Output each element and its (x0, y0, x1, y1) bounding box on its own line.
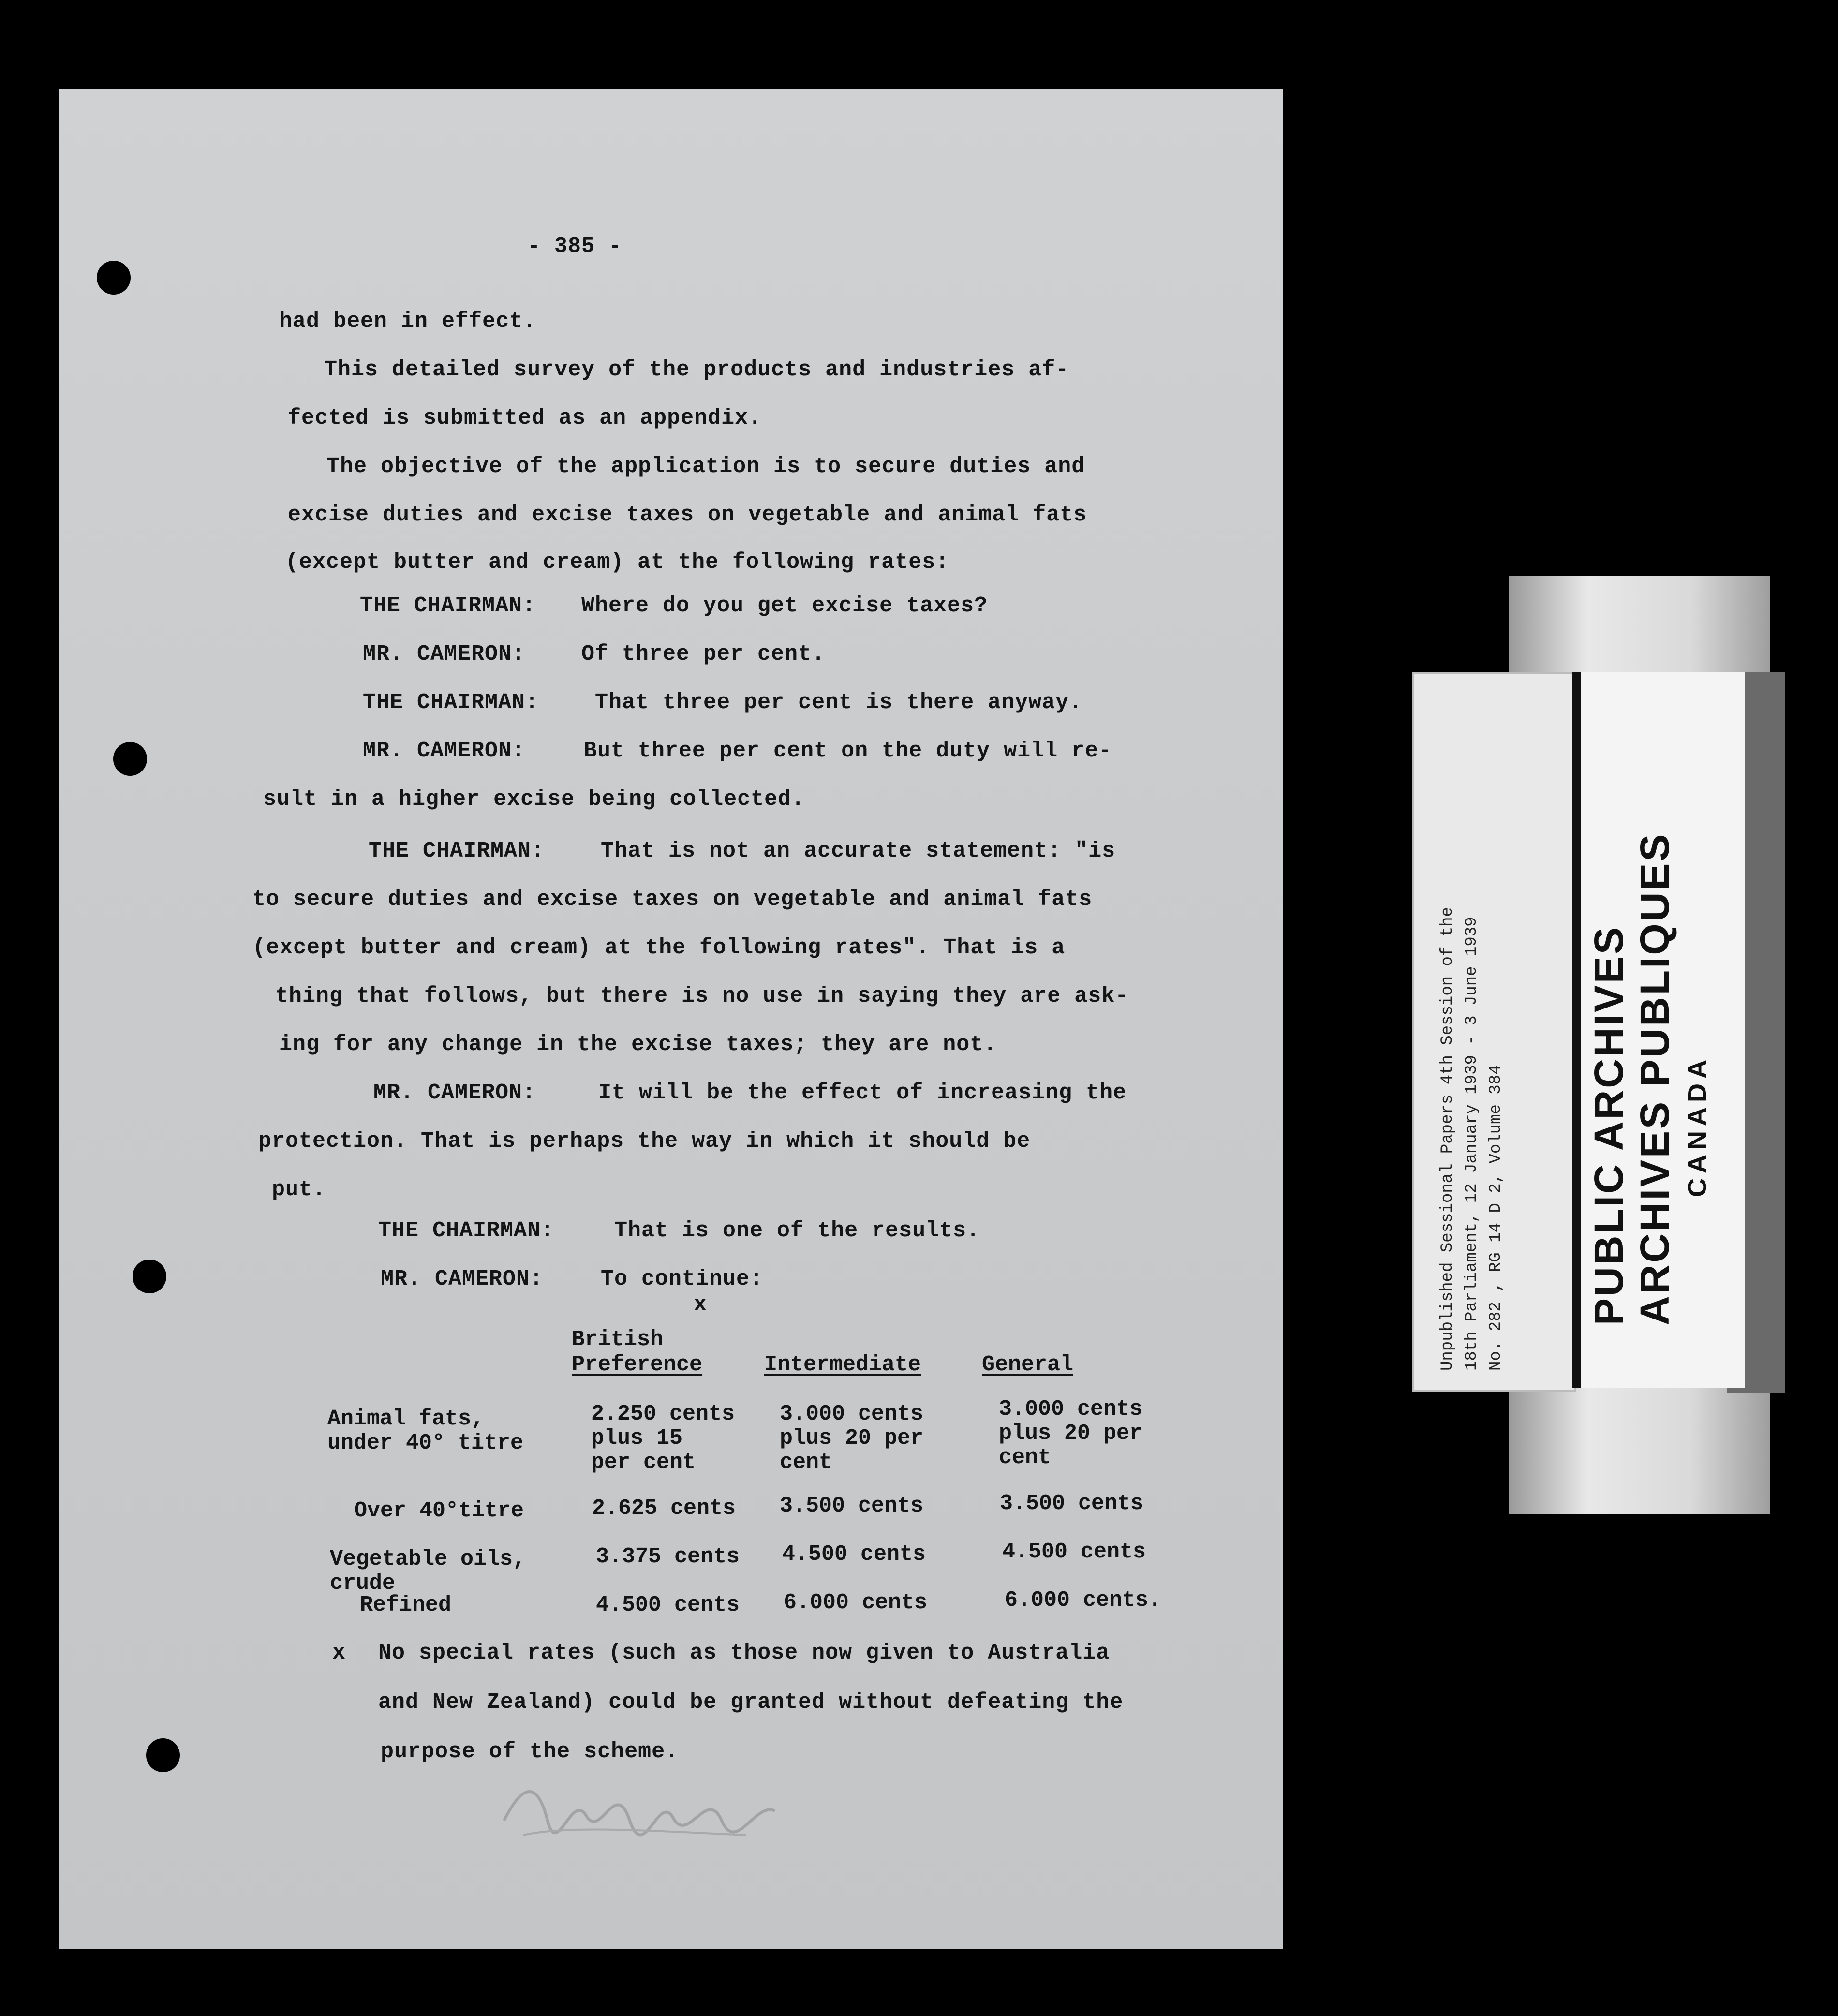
dialogue-text: Of three per cent. (581, 642, 826, 667)
footnote-marker: x (332, 1641, 346, 1665)
table-row-label: Refined (360, 1593, 452, 1617)
speaker-label: THE CHAIRMAN: (363, 690, 539, 715)
table-cell: 3.000 cents plus 20 per cent (999, 1397, 1143, 1470)
table-cell: 6.000 cents (784, 1590, 928, 1615)
column-header-general: General (982, 1352, 1074, 1377)
dialogue-text: That three per cent is there anyway. (595, 690, 1083, 715)
dialogue-text: But three per cent on the duty will re- (584, 739, 1112, 763)
table-cell: 2.250 cents plus 15 per cent (591, 1402, 735, 1475)
archive-reference-line: Unpublished Sessional Papers 4th Session of the (1438, 907, 1457, 1371)
table-cell: 3.375 cents (596, 1544, 740, 1569)
table-cell: 4.500 cents (596, 1593, 740, 1617)
speaker-label: MR. CAMERON: (373, 1081, 536, 1105)
text-line: excise duties and excise taxes on vegetable and animal fats (288, 503, 1087, 527)
faint-signature (494, 1763, 785, 1845)
typed-document-page (59, 89, 1283, 1949)
dialogue-text: It will be the effect of increasing the (598, 1081, 1127, 1105)
text-line: The objective of the application is to secure duties and (326, 454, 1085, 479)
speaker-label: MR. CAMERON: (363, 739, 526, 763)
text-line: had been in effect. (279, 309, 537, 334)
table-cell: 2.625 cents (592, 1496, 736, 1521)
table-cell: 6.000 cents. (1005, 1588, 1162, 1613)
speaker-label: MR. CAMERON: (381, 1267, 544, 1291)
text-line: to secure duties and excise taxes on vegetable and animal fats (252, 887, 1093, 912)
column-header-intermediate: Intermediate (764, 1352, 921, 1377)
table-row-label: Over 40°titre (354, 1498, 524, 1523)
public-archives-card (1572, 672, 1745, 1388)
speaker-label: THE CHAIRMAN: (360, 593, 536, 618)
table-row-label: Vegetable oils, crude (330, 1547, 526, 1596)
table-cell: 3.500 cents (1000, 1491, 1144, 1516)
table-cell: 4.500 cents (1002, 1540, 1146, 1564)
table-cell: 4.500 cents (782, 1542, 926, 1567)
text-line: thing that follows, but there is no use in saying they are ask- (275, 984, 1129, 1008)
dialogue-text: That is not an accurate statement: "is (601, 839, 1116, 863)
footnote-line: and New Zealand) could be granted without defeating the (378, 1690, 1124, 1715)
text-line: fected is submitted as an appendix. (288, 406, 762, 430)
archive-reference-line: 18th Parliament, 12 January 1939 - 3 June 1939 (1463, 917, 1481, 1371)
page-number: - 385 - (527, 234, 623, 259)
archive-name-french: ARCHIVES PUBLIQUES (1632, 832, 1677, 1325)
table-cell: 3.500 cents (780, 1494, 924, 1518)
dialogue-text: That is one of the results. (614, 1218, 980, 1243)
text-line: (except butter and cream) at the following rates: (285, 550, 949, 575)
column-header-british: Preference (572, 1352, 703, 1377)
text-line: (except butter and cream) at the following rates". That is a (252, 935, 1066, 960)
dialogue-text: Where do you get excise taxes? (581, 593, 988, 618)
dialogue-text: To continue: (601, 1267, 764, 1291)
archive-name-english: PUBLIC ARCHIVES (1586, 925, 1631, 1325)
binder-hole (97, 261, 131, 295)
footnote-marker: x (694, 1292, 707, 1317)
footnote-line: purpose of the scheme. (381, 1739, 679, 1764)
binder-hole (146, 1738, 180, 1772)
text-line: ing for any change in the excise taxes; they are not. (279, 1032, 997, 1057)
speaker-label: THE CHAIRMAN: (369, 839, 545, 863)
footnote-line: No special rates (such as those now given to Australia (378, 1641, 1110, 1665)
speaker-label: MR. CAMERON: (363, 642, 526, 667)
archive-reference-line: No. 282 , RG 14 D 2, Volume 384 (1487, 1065, 1505, 1371)
column-header-british: British (572, 1327, 664, 1352)
text-line: This detailed survey of the products and industries af- (324, 357, 1069, 382)
archive-reference-card (1412, 672, 1576, 1392)
text-line: sult in a higher excise being collected. (263, 787, 805, 812)
binder-hole (113, 742, 147, 776)
table-row-label: Animal fats, under 40° titre (327, 1407, 524, 1455)
text-line: protection. That is perhaps the way in which it should be (258, 1129, 1031, 1154)
binder-hole (133, 1260, 166, 1293)
archive-country: CANADA (1683, 1055, 1712, 1197)
speaker-label: THE CHAIRMAN: (378, 1218, 555, 1243)
table-cell: 3.000 cents plus 20 per cent (780, 1402, 924, 1475)
text-line: put. (272, 1177, 326, 1202)
